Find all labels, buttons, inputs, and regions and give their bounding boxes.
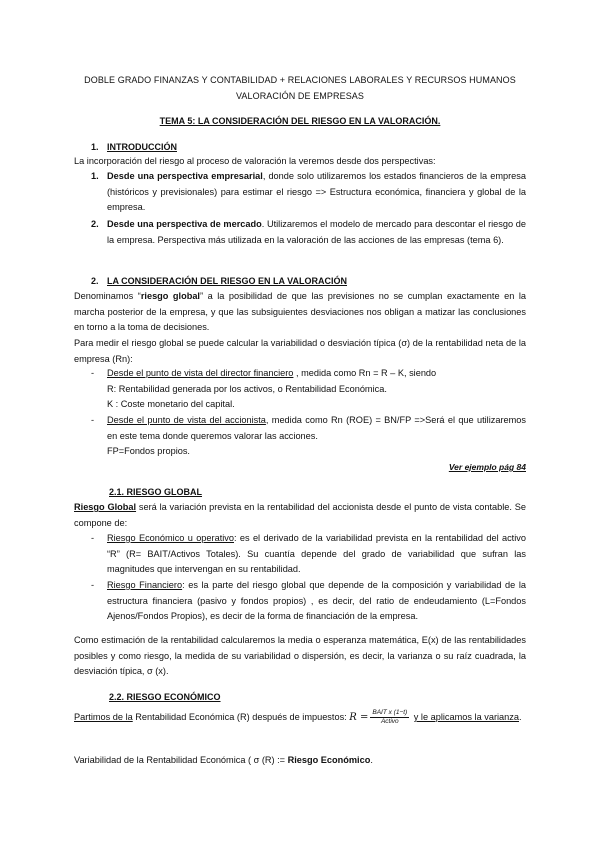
subsection-2-1-heading: 2.1. RIESGO GLOBAL <box>109 487 203 497</box>
list-item: 2. Desde una perspectiva de mercado. Utilizaremos el modelo de mercado para descontar el riesgo de la empresa. Perspectiva más utilizada en la valoración de las acciones de las empresas (tema 6). <box>91 219 526 245</box>
riesgo-global-measure: Para medir el riesgo global se puede calcular la variabilidad o desviación típica (σ) de la rentabilidad neta de la empresa (Rn): <box>74 338 526 364</box>
rentabilidad-estimation-paragraph: Como estimación de la rentabilidad calcularemos la media o esperanza matemática, E(x) de las rentabilidades posibles y como riesgo, la medida de su variabilidad o dispersión, es decir, la varianza o su raíz cuadrada, la desviación típica, σ (x). <box>74 635 526 676</box>
example-reference: Ver ejemplo pág 84 <box>448 462 526 472</box>
course-header: DOBLE GRADO FINANZAS Y CONTABILIDAD + RELACIONES LABORALES Y RECURSOS HUMANOS <box>84 75 516 85</box>
topic-title: TEMA 5: LA CONSIDERACIÓN DEL RIESGO EN LA VALORACIÓN. <box>159 116 441 126</box>
section-2-heading: 2. LA CONSIDERACIÓN DEL RIESGO EN LA VALORACIÓN <box>91 276 348 286</box>
subsection-2-2-heading: 2.2. RIESGO ECONÓMICO <box>109 692 221 702</box>
riesgo-global-paragraph: Riesgo Global será la variación prevista en la rentabilidad del accionista desde el punto de vista contable. Se compone de: <box>74 502 526 528</box>
list-item: - Riesgo Económico u operativo: es el derivado de la variabilidad prevista en la rentabilidad del activo “R” (R= BAIT/Activos Totales). Su cuantía depende del grado de variabilidad que sufran las magnitudes que intervengan en su rentabilidad. <box>91 533 526 574</box>
rentabilidad-economica-formula: Partimos de la Rentabilidad Económica (R) después de impuestos: R = $\frac{\text{BAIT x (1−t)}}{\text{Activo}}$ y le aplicamos la varianza. <box>74 709 522 726</box>
section-1-heading: 1. INTRODUCCIÓN <box>91 142 177 152</box>
subject-header: VALORACIÓN DE EMPRESAS <box>235 91 365 101</box>
section-1-intro: La incorporación del riesgo al proceso de valoración la veremos desde dos perspectivas: <box>74 156 436 166</box>
list-item: - Desde el punto de vista del director financiero , medida como Rn = R – K, siendo R: Rentabilidad generada por los activos, o Rentabilidad Económica. K : Coste monetario del capital. <box>91 368 437 409</box>
riesgo-economico-definition: Variabilidad de la Rentabilidad Económica ( σ (R) := Riesgo Económico. <box>74 755 373 765</box>
list-item: - Desde el punto de vista del accionista, medida como Rn (ROE) = BN/FP =>Será el que utilizaremos en este tema donde queremos valorar las acciones. FP=Fondos propios. <box>91 415 526 456</box>
equation-fraction: $\frac{\text{BAIT x (1−t)}}{\text{Activo}}$ <box>372 709 408 726</box>
list-item: 1. Desde una perspectiva empresarial, donde solo utilizaremos los estados financieros de la empresa (históricos y previsionales) para estimar el riesgo => Estructura económica, financiera y global de la empresa. <box>91 171 526 212</box>
riesgo-global-definition: Denominamos “riesgo global” a la posibilidad de que las previsiones no se cumplan exactamente en la marcha posterior de la empresa, y que las subsiguientes desviaciones nos obligan a matizar las conclusiones en torno a la toma de decisiones. <box>74 291 526 332</box>
list-item: - Riesgo Financiero: es la parte del riesgo global que depende de la composición y variabilidad de la estructura financiera (pasivo y fondos propios) , es decir, del ratio de endeudamiento (L=Fondos Ajenos/Fondos Propios), es decir de la forma de financiación de la empresa. <box>91 580 526 621</box>
